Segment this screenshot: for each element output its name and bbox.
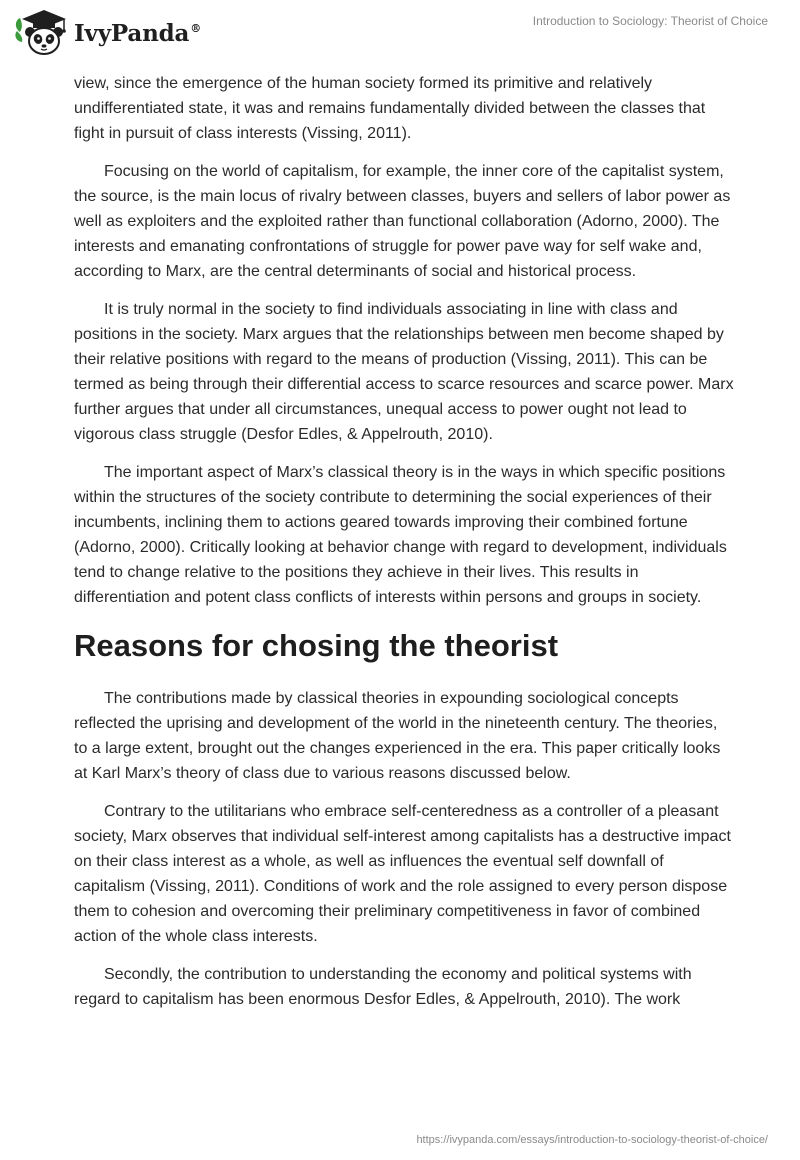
brand-name: IvyPanda® <box>74 19 201 47</box>
page-header <box>0 0 800 64</box>
paragraph: Focusing on the world of capitalism, for example, the inner core of the capitalist system, the source, is the main locus of rivalry between classes, buyers and sellers of labor power as well as exploiters and the exploited rather than functional collaboration (Adorno, 2000). The interests and emanating confrontations of struggle for power pave way for self wake and, according to Marx, are the central determinants of social and historical process. <box>74 163 731 280</box>
source-url-link[interactable]: https://ivypanda.com/essays/introduction-to-sociology-theorist-of-choice/ <box>416 1134 768 1146</box>
paragraph: Contrary to the utilitarians who embrace self-centeredness as a controller of a pleasant society, Marx observes that individual self-interest among capitalists has a destructive impact on their class interest as a whole, as well as influences the eventual self downfall of capitalism (Vissing, 2011). Conditions of work and the role assigned to every person dispose them to cohesion and overcoming their preliminary competitiveness in favor of combined action of the whole class interests. <box>74 803 731 945</box>
paragraph: The important aspect of Marx’s classical theory is in the ways in which specific positions within the structures of the society contribute to determining the social experiences of their incumbents, inclining them to actions geared towards improving their combined fortune (Adorno, 2000). Critically looking at behavior change with regard to development, individuals tend to change relative to the positions they achieve in their lives. This results in differentiation and potent class conflicts of interests within persons and groups in society. <box>74 464 727 606</box>
essay-content <box>74 71 734 1025</box>
panda-graduate-icon <box>14 8 70 58</box>
paragraph: Secondly, the contribution to understanding the economy and political systems with regard to capitalism has been enormous Desfor Edles, & Appelrouth, 2010). The work <box>74 966 692 1008</box>
paragraph: It is truly normal in the society to find individuals associating in line with class and positions in the society. Marx argues that the relationships between men become shaped by their relative positions with regard to the means of production (Vissing, 2011). This can be termed as being through their differential access to scarce resources and scarce power. Marx further argues that under all circumstances, unequal access to power ought not lead to vigorous class struggle (Desfor Edles, & Appelrouth, 2010). <box>74 301 734 443</box>
paragraph: The contributions made by classical theories in expounding sociological concepts reflected the uprising and development of the world in the nineteenth century. The theories, to a large extent, brought out the changes experienced in the era. This paper critically looks at Karl Marx’s theory of class due to various reasons discussed below. <box>74 690 721 782</box>
section-heading: Reasons for chosing the theorist <box>74 628 559 663</box>
document-title: Introduction to Sociology: Theorist of Choice <box>532 14 768 28</box>
paragraph: view, since the emergence of the human society formed its primitive and relatively undifferentiated state, it was and remains fundamentally divided between the classes that fight in pursuit of class interests (Vissing, 2011). <box>74 75 706 142</box>
ivypanda-logo[interactable] <box>14 8 201 58</box>
